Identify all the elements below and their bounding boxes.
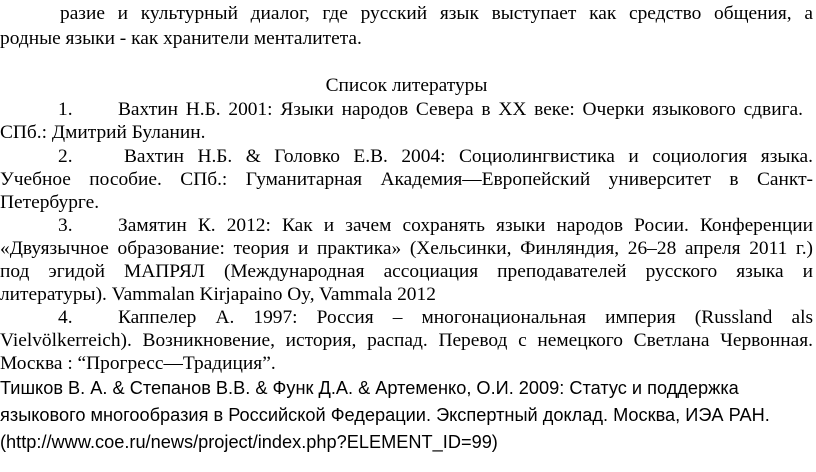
bib-item-2-line-2: Учебное пособие. СПб.: Гуманитарная Академия—Европейский университет в Санкт-: [0, 169, 813, 190]
extra-ref-url[interactable]: (http://www.coe.ru/news/project/index.php?ELEMENT_ID=99): [0, 432, 498, 452]
bib-item-first-line: Вахтин Н.Б. & Головко Е.В. 2004: Социолингвистика и социология языка.: [124, 146, 813, 167]
intro-line-2: родные языки - как хранители менталитета.: [0, 28, 362, 49]
bib-item-number: 3.: [58, 215, 73, 236]
bib-item-number: 4.: [58, 307, 73, 328]
bib-item-3-line-3: под эгидой МАПРЯЛ (Международная ассоциация преподавателей русского языка и: [0, 261, 813, 282]
bibliography-title: Список литературы: [325, 75, 488, 96]
bib-item-1-line-2: СПб.: Дмитрий Буланин.: [0, 122, 206, 143]
bib-item-first-line: Замятин К. 2012: Как и зачем сохранять языки народов Росии. Конференции: [118, 215, 813, 236]
bib-item-2-line-3: Петербурге.: [0, 192, 100, 213]
bib-item-number: 1.: [58, 99, 73, 120]
extra-ref-line-1: Тишков В. А. & Степанов В.В. & Функ Д.А. & Артеменко, О.И. 2009: Статус и поддержка: [0, 378, 739, 398]
bib-item-number: 2.: [58, 146, 73, 167]
bib-item-3-line-4: литературы). Vammalan Kirjapaino Oy, Vammala 2012: [0, 284, 436, 305]
bib-item-first-line: Каппелер А. 1997: Россия – многонациональная империя (Russland als: [118, 307, 813, 328]
bib-item-first-line: Вахтин Н.Б. 2001: Языки народов Севера в ХХ веке: Очерки языкового сдвига.: [118, 99, 803, 120]
intro-line-1: разие и культурный диалог, где русский язык выступает как средство общения, а: [60, 3, 813, 24]
bib-item-3-line-2: «Двуязычное образование: теория и практика» (Хельсинки, Финляндия, 26–28 апреля 2011 г.): [0, 238, 813, 259]
bib-item-4-line-3: Москва : “Прогресс—Традиция”.: [0, 353, 276, 374]
extra-ref-line-2: языкового многообразия в Российской Федерации. Экспертный доклад. Москва, ИЭА РАН.: [0, 405, 770, 425]
bib-item-4-line-2: Vielvölkerreich). Возникновение, история, распад. Перевод с немецкого Светлана Червонная.: [0, 330, 813, 351]
